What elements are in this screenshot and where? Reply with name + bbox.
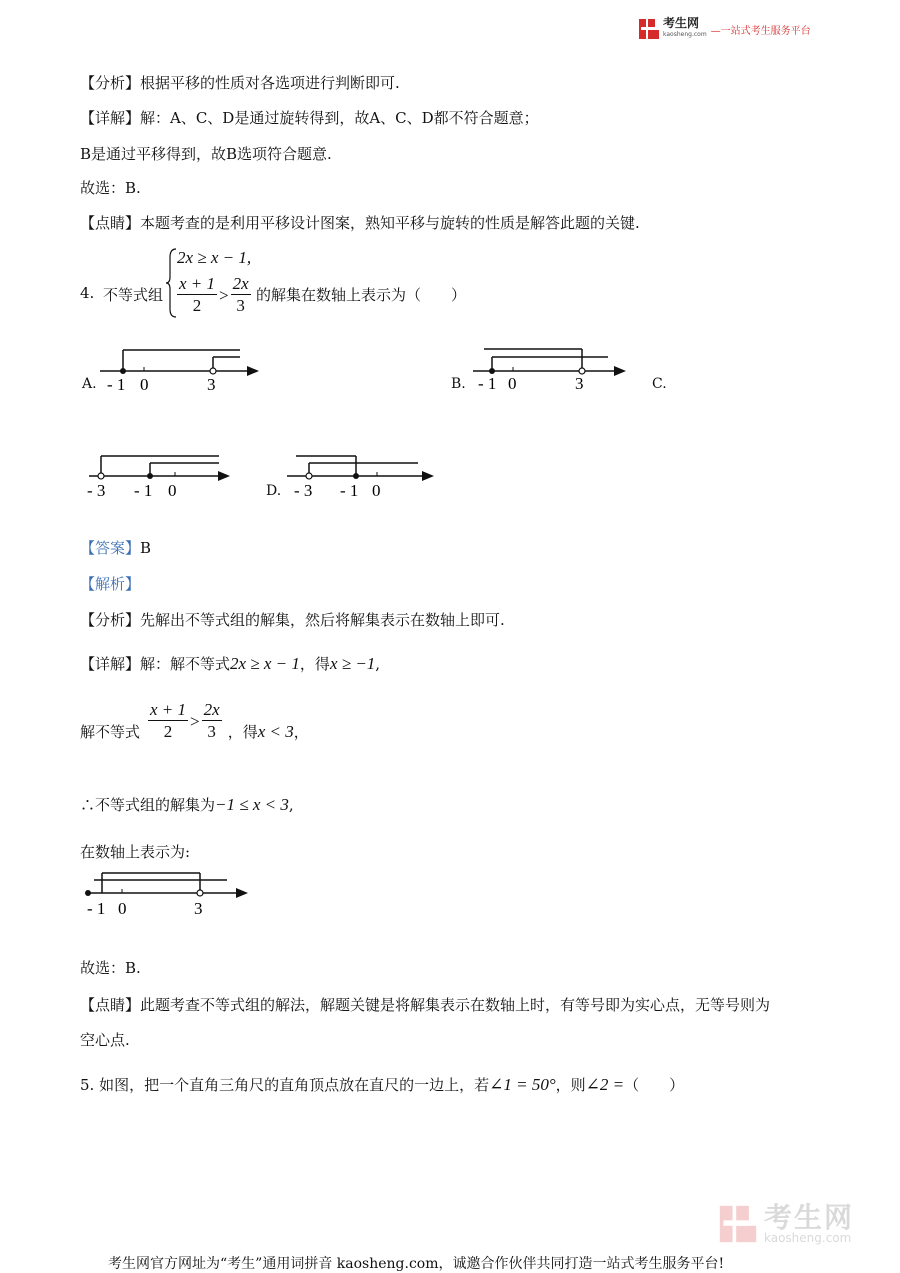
- option-b-tick-0: 0: [508, 374, 517, 391]
- option-c-tick-neg1: - 1: [134, 481, 153, 500]
- q3-choose: 故选：B.: [80, 179, 141, 197]
- solution-tick-neg1: - 1: [87, 899, 106, 918]
- q4-stem-suffix: 的解集在数轴上表示为（ ）: [256, 286, 467, 304]
- option-c-tick-0: 0: [168, 481, 177, 500]
- option-a-label[interactable]: A.: [82, 376, 97, 392]
- solution-tick-3: 3: [194, 899, 203, 918]
- q4-solution-set: ∴不等式组的解集为−1 ≤ x < 3,: [80, 795, 294, 814]
- watermark-sub: kaosheng.com: [764, 1231, 852, 1245]
- option-b-tick-neg1: - 1: [478, 374, 497, 391]
- q3-analysis: 【分析】根据平移的性质对各选项进行判断即可.: [80, 74, 400, 92]
- q4-analysis-tag: 【解析】: [80, 575, 141, 593]
- q4-detail: 【详解】解：解不等式2x ≥ x − 1，得x ≥ −1,: [80, 654, 381, 673]
- option-b-label[interactable]: B.: [451, 376, 466, 392]
- option-b-number-line[interactable]: [468, 341, 648, 391]
- header-slogan: —一站式考生服务平台: [710, 25, 811, 37]
- q4-comment-1: 【点睛】此题考查不等式组的解法，解题关键是将解集表示在数轴上时，有等号即为实心点，无等号则为: [80, 996, 771, 1014]
- q4-solution-number-line: [84, 867, 264, 922]
- option-c-tick-neg3: - 3: [87, 481, 106, 500]
- q4-ineq2: $\frac{x + 1}{2}$ > $\frac{2x}{3}$: [179, 274, 249, 315]
- q3-detail-1: 【详解】解：A、C、D是通过旋转得到，故A、C、D都不符合题意；: [80, 109, 539, 127]
- option-d-tick-0: 0: [372, 481, 381, 500]
- solution-tick-0: 0: [118, 899, 127, 918]
- q3-detail-2: B是通过平移得到，故B选项符合题意.: [80, 145, 332, 163]
- option-a-number-line[interactable]: [95, 345, 275, 395]
- logo-subtext: kaosheng.com: [663, 31, 707, 38]
- watermark: [718, 1203, 854, 1245]
- q4-analysis: 【分析】先解出不等式组的解集，然后将解集表示在数轴上即可.: [80, 611, 505, 629]
- option-d-number-line[interactable]: [282, 450, 442, 505]
- option-d-tick-neg1: - 1: [340, 481, 359, 500]
- option-d-tick-neg3: - 3: [294, 481, 313, 500]
- q4-choose: 故选：B.: [80, 959, 141, 977]
- watermark-logo-icon: [718, 1203, 758, 1245]
- option-d-label[interactable]: D.: [266, 483, 282, 499]
- q4-number: 4.: [80, 284, 95, 302]
- option-a-tick-3: 3: [207, 375, 216, 394]
- q4-answer: 【答案】B: [80, 539, 152, 557]
- option-b-tick-3: 3: [575, 374, 584, 391]
- q5-stem: 5. 如图，把一个直角三角尺的直角顶点放在直尺的一边上，若∠1 = 50°，则∠2 =（ ）: [80, 1075, 685, 1094]
- option-c-number-line[interactable]: [84, 450, 244, 505]
- q3-comment: 【点睛】本题考查的是利用平移设计图案，熟知平移与旋转的性质是解答此题的关键.: [80, 214, 640, 232]
- q4-axis-intro: 在数轴上表示为:: [80, 843, 191, 861]
- q4-frac1: $\frac{x + 1}{2}$: [179, 274, 216, 315]
- option-a-tick-neg1: - 1: [107, 375, 126, 394]
- header-logo[interactable]: [638, 18, 811, 40]
- q4-frac2: $\frac{2x}{3}$: [232, 274, 249, 315]
- kaosheng-logo-icon: [638, 18, 660, 40]
- q4-stem-prefix: 不等式组: [103, 286, 164, 304]
- option-a-tick-0: 0: [140, 375, 149, 394]
- q4-solve2: 解不等式 $\frac{x + 1}{2}$ > $\frac{2x}{3}$ ，得 x < 3 ，: [80, 700, 309, 741]
- footer-text: 考生网官方网址为“考生”通用词拼音 kaosheng.com，诚邀合作伙伴共同打造一站式考生服务平台!: [108, 1256, 725, 1272]
- q4-ineq1: 2x ≥ x − 1,: [177, 248, 252, 267]
- option-c-label[interactable]: C.: [652, 376, 667, 392]
- logo-text: 考生网: [663, 16, 700, 30]
- watermark-text: 考生网: [764, 1201, 855, 1234]
- q4-comment-2: 空心点.: [80, 1031, 130, 1049]
